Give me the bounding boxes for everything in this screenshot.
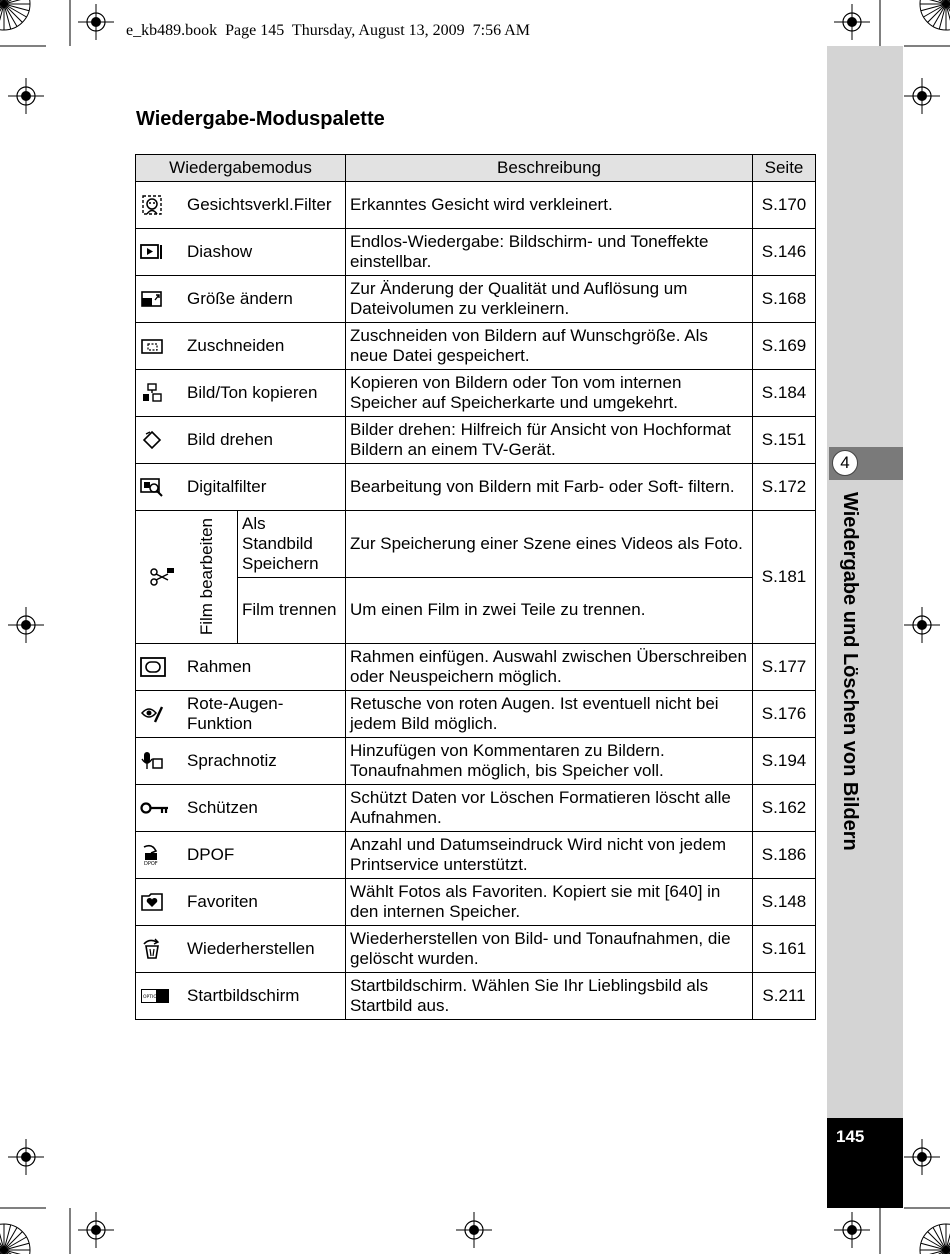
mode-description: Bearbeitung von Bildern mit Farb- oder Soft- filtern. [346, 464, 753, 511]
page-ref: S.146 [753, 229, 816, 276]
page-ref: S.151 [753, 417, 816, 464]
mode-name: Rahmen [187, 657, 252, 677]
mode-description: Startbildschirm. Wählen Sie Ihr Lieblingsbild als Startbild aus. [346, 973, 753, 1020]
col-header-desc: Beschreibung [346, 155, 753, 182]
mode-name: Diashow [187, 242, 253, 262]
chapter-number: 4 [832, 450, 858, 476]
mode-description: Erkanntes Gesicht wird verkleinert. [346, 182, 753, 229]
page-ref: S.148 [753, 879, 816, 926]
svg-text:OPTIO: OPTIO [143, 995, 157, 1001]
mode-description: Hinzufügen von Kommentaren zu Bildern. Tonaufnahmen möglich, bis Speicher voll. [346, 738, 753, 785]
mode-description: Bilder drehen: Hilfreich für Ansicht von Hochformat Bildern an einem TV-Gerät. [346, 417, 753, 464]
page-ref: S.176 [753, 691, 816, 738]
mode-description: Rahmen einfügen. Auswahl zwischen Überschreiben oder Neuspeichern möglich. [346, 644, 753, 691]
mode-description: Wählt Fotos als Favoriten. Kopiert sie mit [640] in den internen Speicher. [346, 879, 753, 926]
page-ref: S.172 [753, 464, 816, 511]
sub-row-name: Film trennen [238, 577, 346, 644]
mode-name: DPOF [187, 845, 235, 864]
film-bearbeiten-label: Film bearbeiten [197, 518, 216, 636]
page-ref: S.194 [753, 738, 816, 785]
mode-description: Anzahl und Datumseindruck Wird nicht von jedem Printservice unterstützt. [346, 832, 753, 879]
page-ref: S.186 [753, 832, 816, 879]
page-title: Wiedergabe-Moduspalette [136, 108, 385, 130]
page-ref: S.181 [753, 511, 816, 644]
mode-name: Sprachnotiz [187, 751, 277, 771]
col-header-mode: Wiedergabemodus [136, 155, 346, 182]
page-number: 145 [836, 1127, 865, 1146]
mode-name: Favoriten [187, 892, 258, 912]
mode-name: Digitalfilter [187, 477, 267, 497]
page-ref: S.211 [753, 973, 816, 1020]
mode-description: Wiederherstellen von Bild- und Tonaufnahmen, die gelöscht wurden. [346, 926, 753, 973]
page-ref: S.170 [753, 182, 816, 229]
mode-description: Retusche von roten Augen. Ist eventuell nicht bei jedem Bild möglich. [346, 691, 753, 738]
mode-name: Bild drehen [187, 430, 274, 450]
page-ref: S.161 [753, 926, 816, 973]
svg-text:DPOF: DPOF [144, 861, 158, 866]
chapter-title: Wiedergabe und Löschen von Bildern [839, 492, 861, 851]
page-ref: S.184 [753, 370, 816, 417]
mode-description: Endlos-Wiedergabe: Bildschirm- und Toneffekte einstellbar. [346, 229, 753, 276]
sub-row-desc: Um einen Film in zwei Teile zu trennen. [346, 577, 753, 644]
sub-row-desc: Zur Speicherung einer Szene eines Videos als Foto. [346, 511, 753, 578]
page-ref: S.169 [753, 323, 816, 370]
mode-name: Gesichtsverkl.Filter [187, 195, 332, 214]
page-ref: S.162 [753, 785, 816, 832]
page-ref: S.168 [753, 276, 816, 323]
mode-description: Zuschneiden von Bildern auf Wunschgröße. Als neue Datei gespeichert. [346, 323, 753, 370]
mode-name: Rote-Augen-Funktion [187, 694, 284, 733]
mode-name: Größe ändern [187, 289, 293, 309]
mode-name: Wiederherstellen [187, 939, 315, 958]
mode-description: Zur Änderung der Qualität und Auflösung um Dateivolumen zu verkleinern. [346, 276, 753, 323]
page-ref: S.177 [753, 644, 816, 691]
mode-name: Zuschneiden [187, 336, 285, 356]
mode-name: Startbildschirm [187, 986, 300, 1006]
print-slug: e_kb489.book Page 145 Thursday, August 13, 2009 7:56 AM [126, 22, 530, 39]
mode-description: Kopieren von Bildern oder Ton vom internen Speicher auf Speicherkarte und umgekehrt. [346, 370, 753, 417]
sub-row-name: Als Standbild Speichern [238, 511, 346, 578]
mode-description: Schützt Daten vor Löschen Formatieren löscht alle Aufnahmen. [346, 785, 753, 832]
mode-name: Schützen [187, 798, 258, 818]
mode-name: Bild/Ton kopieren [187, 383, 318, 403]
col-header-page: Seite [753, 155, 816, 182]
